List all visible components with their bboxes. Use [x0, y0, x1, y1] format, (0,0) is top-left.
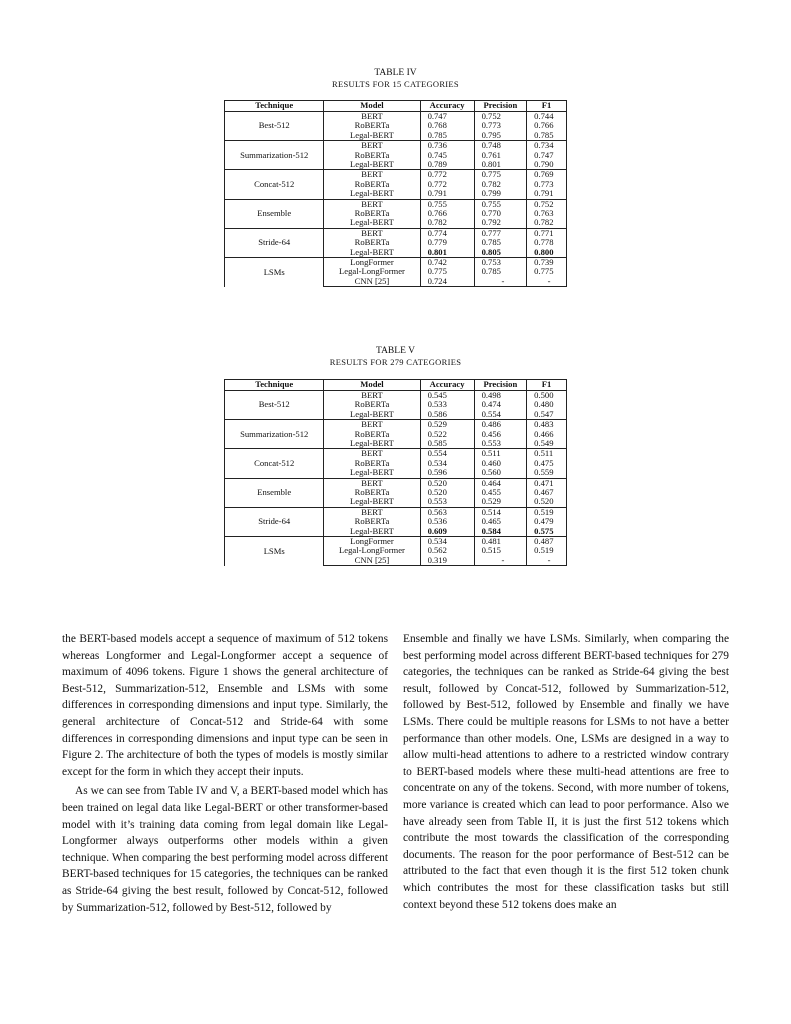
model-header: Model — [324, 101, 420, 112]
accuracy-cell: 0.755 — [420, 199, 474, 209]
f1-cell: 0.547 — [527, 410, 567, 420]
precision-cell: 0.560 — [474, 468, 527, 478]
technique-header: Technique — [225, 380, 324, 391]
accuracy-cell: 0.745 — [420, 151, 474, 160]
accuracy-cell: 0.553 — [420, 497, 474, 507]
precision-cell: - — [474, 277, 527, 287]
technique-cell: Summarization-512 — [225, 141, 324, 170]
f1-cell: 0.734 — [527, 141, 567, 151]
accuracy-cell: 0.772 — [420, 170, 474, 180]
f1-cell: 0.791 — [527, 189, 567, 199]
accuracy-cell: 0.534 — [420, 536, 474, 546]
table-v-caption: RESULTS FOR 279 CATEGORIES — [329, 357, 462, 367]
f1-cell: 0.479 — [527, 517, 567, 526]
f1-cell: 0.483 — [527, 420, 567, 430]
model-cell: BERT — [324, 420, 420, 430]
accuracy-cell: 0.520 — [420, 478, 474, 488]
model-cell: RoBERTa — [324, 488, 420, 497]
model-cell: RoBERTa — [324, 459, 420, 468]
model-cell: BERT — [324, 507, 420, 517]
model-cell: Legal-LongFormer — [324, 546, 420, 555]
precision-cell: 0.752 — [474, 112, 527, 122]
precision-cell: 0.795 — [474, 131, 527, 141]
model-cell: Legal-BERT — [324, 468, 420, 478]
f1-cell: 0.785 — [527, 131, 567, 141]
f1-cell: 0.500 — [527, 391, 567, 401]
f1-cell: 0.771 — [527, 228, 567, 238]
precision-cell: 0.584 — [474, 526, 527, 536]
f1-cell: 0.520 — [527, 497, 567, 507]
precision-cell: 0.474 — [474, 400, 527, 409]
model-cell: RoBERTa — [324, 180, 420, 189]
f1-cell: - — [527, 277, 567, 287]
precision-cell: 0.515 — [474, 546, 527, 555]
model-cell: BERT — [324, 170, 420, 180]
table-v — [224, 379, 567, 566]
model-cell: Legal-BERT — [324, 247, 420, 257]
accuracy-cell: 0.772 — [420, 180, 474, 189]
accuracy-cell: 0.536 — [420, 517, 474, 526]
f1-header: F1 — [527, 380, 567, 391]
table-row — [225, 420, 567, 430]
accuracy-cell: 0.529 — [420, 420, 474, 430]
model-cell: BERT — [324, 141, 420, 151]
table-row — [225, 507, 567, 517]
technique-cell: Concat-512 — [225, 449, 324, 478]
technique-cell: Ensemble — [225, 199, 324, 228]
model-cell: Legal-BERT — [324, 497, 420, 507]
table-v-label: TABLE V — [376, 346, 415, 356]
accuracy-cell: 0.801 — [420, 247, 474, 257]
technique-cell: Ensemble — [225, 478, 324, 507]
technique-cell: Concat-512 — [225, 170, 324, 199]
technique-cell: Best-512 — [225, 391, 324, 420]
precision-cell: 0.481 — [474, 536, 527, 546]
model-cell: Legal-BERT — [324, 160, 420, 170]
technique-cell: Best-512 — [225, 112, 324, 141]
precision-cell: 0.748 — [474, 141, 527, 151]
f1-cell: 0.775 — [527, 267, 567, 276]
f1-cell: 0.467 — [527, 488, 567, 497]
accuracy-cell: 0.533 — [420, 400, 474, 409]
f1-cell: 0.747 — [527, 151, 567, 160]
precision-header: Precision — [474, 101, 527, 112]
f1-cell: 0.511 — [527, 449, 567, 459]
f1-cell: 0.549 — [527, 439, 567, 449]
technique-cell: Stride-64 — [225, 507, 324, 536]
f1-cell: 0.519 — [527, 546, 567, 555]
precision-cell: 0.456 — [474, 430, 527, 439]
f1-cell: 0.739 — [527, 257, 567, 267]
precision-cell: 0.460 — [474, 459, 527, 468]
left-paragraph-2: As we can see from Table IV and V, a BERT-based model which has been trained on legal data like Legal-BERT or other transformer-based model with it’s training data coming from legal domain like Legal-Longformer always outperforms other models within a given technique. When comparing the best performing model across different BERT-based techniques for 15 categories, the techniques can be ranked as Stride-64 giving the best result, followed by Concat-512, followed by Summarization-512, followed by Best-512, followed by — [62, 785, 388, 914]
table-row — [225, 228, 567, 238]
table-row — [225, 449, 567, 459]
precision-cell: 0.464 — [474, 478, 527, 488]
table-iv-caption: RESULTS FOR 15 CATEGORIES — [332, 79, 459, 89]
precision-cell: 0.805 — [474, 247, 527, 257]
f1-cell: - — [527, 556, 567, 566]
precision-cell: 0.785 — [474, 267, 527, 276]
model-cell: RoBERTa — [324, 209, 420, 218]
model-cell: RoBERTa — [324, 121, 420, 130]
accuracy-cell: 0.545 — [420, 391, 474, 401]
accuracy-cell: 0.563 — [420, 507, 474, 517]
accuracy-cell: 0.562 — [420, 546, 474, 555]
precision-cell: 0.799 — [474, 189, 527, 199]
f1-cell: 0.800 — [527, 247, 567, 257]
header-row — [225, 101, 567, 112]
model-header: Model — [324, 380, 420, 391]
model-cell: CNN [25] — [324, 277, 420, 287]
f1-cell: 0.559 — [527, 468, 567, 478]
accuracy-cell: 0.319 — [420, 556, 474, 566]
right-column — [403, 631, 729, 913]
model-cell: CNN [25] — [324, 556, 420, 566]
model-cell: BERT — [324, 112, 420, 122]
f1-cell: 0.782 — [527, 218, 567, 228]
left-paragraph-1: the BERT-based models accept a sequence of maximum of 512 tokens whereas Longformer and Legal-Longformer accept a sequence of maximum of 4096 tokens. Figure 1 shows the general architecture of Best-512, Summarization-512, Ensemble and LSMs with some differences in corresponding dimensions and input type. Similarly, the general architecture of Concat-512 and Stride-64 with some differences in corresponding dimensions and input type can be seen in Figure 2. The architecture of both the types of models is mostly similar except for the form in which they accept their inputs. — [62, 633, 388, 778]
precision-cell: 0.773 — [474, 121, 527, 130]
table-row — [225, 391, 567, 401]
precision-header: Precision — [474, 380, 527, 391]
table-row — [225, 112, 567, 122]
f1-cell: 0.471 — [527, 478, 567, 488]
f1-cell: 0.773 — [527, 180, 567, 189]
model-cell: RoBERTa — [324, 517, 420, 526]
f1-cell: 0.752 — [527, 199, 567, 209]
precision-cell: 0.775 — [474, 170, 527, 180]
accuracy-cell: 0.534 — [420, 459, 474, 468]
accuracy-header: Accuracy — [420, 101, 474, 112]
accuracy-cell: 0.596 — [420, 468, 474, 478]
model-cell: BERT — [324, 199, 420, 209]
technique-header: Technique — [225, 101, 324, 112]
precision-cell: 0.761 — [474, 151, 527, 160]
accuracy-cell: 0.586 — [420, 410, 474, 420]
model-cell: RoBERTa — [324, 151, 420, 160]
table-row — [225, 478, 567, 488]
table-iv-label: TABLE IV — [374, 68, 417, 78]
model-cell: Legal-BERT — [324, 218, 420, 228]
header-row — [225, 380, 567, 391]
f1-cell: 0.466 — [527, 430, 567, 439]
precision-cell: 0.801 — [474, 160, 527, 170]
precision-cell: 0.553 — [474, 439, 527, 449]
technique-cell: Summarization-512 — [225, 420, 324, 449]
accuracy-header: Accuracy — [420, 380, 474, 391]
accuracy-cell: 0.791 — [420, 189, 474, 199]
accuracy-cell: 0.724 — [420, 277, 474, 287]
model-cell: RoBERTa — [324, 400, 420, 409]
technique-cell: LSMs — [225, 257, 324, 286]
table-iv-block — [0, 68, 791, 90]
accuracy-cell: 0.522 — [420, 430, 474, 439]
precision-cell: 0.455 — [474, 488, 527, 497]
right-paragraph-1: Ensemble and finally we have LSMs. Similarly, when comparing the best performing model across different BERT-based techniques for 279 categories, the techniques can be ranked as Stride-64 giving the best result, followed by Concat-512, followed by Summarization-512, followed by Best-512, followed by Ensemble and finally we have LSMs. There could be multiple reasons for LSMs to not have a better performance than other models. One, LSMs are designed in a way to allow multi-head attentions to adhere to a restricted window contrary to BERT-based models where these multi-head attentions are free to concentrate on any of the tokens. Second, with more number of tokens, more variance is created which can lead to poor performance. Also we have already seen from Table II, it is just the first 512 tokens which contribute the most towards the classification of the corresponding documents. The reason for the poor performance of Best-512 can be attributed to the fact that even though it is the first 512 token chunk which contributes the most for these classification tasks but still context beyond these 512 tokens does make an — [403, 633, 729, 911]
precision-cell: 0.511 — [474, 449, 527, 459]
f1-cell: 0.575 — [527, 526, 567, 536]
accuracy-cell: 0.520 — [420, 488, 474, 497]
f1-cell: 0.766 — [527, 121, 567, 130]
table-row — [225, 199, 567, 209]
model-cell: BERT — [324, 449, 420, 459]
technique-cell: Stride-64 — [225, 228, 324, 257]
f1-cell: 0.475 — [527, 459, 567, 468]
model-cell: RoBERTa — [324, 430, 420, 439]
precision-cell: 0.486 — [474, 420, 527, 430]
model-cell: Legal-BERT — [324, 410, 420, 420]
precision-cell: 0.770 — [474, 209, 527, 218]
precision-cell: 0.792 — [474, 218, 527, 228]
f1-cell: 0.763 — [527, 209, 567, 218]
model-cell: RoBERTa — [324, 238, 420, 247]
precision-cell: 0.782 — [474, 180, 527, 189]
table-iv — [224, 100, 567, 287]
accuracy-cell: 0.736 — [420, 141, 474, 151]
precision-cell: 0.753 — [474, 257, 527, 267]
f1-cell: 0.480 — [527, 400, 567, 409]
precision-cell: 0.777 — [474, 228, 527, 238]
accuracy-cell: 0.789 — [420, 160, 474, 170]
table-row — [225, 170, 567, 180]
precision-cell: 0.465 — [474, 517, 527, 526]
accuracy-cell: 0.742 — [420, 257, 474, 267]
f1-cell: 0.487 — [527, 536, 567, 546]
accuracy-cell: 0.609 — [420, 526, 474, 536]
precision-cell: 0.529 — [474, 497, 527, 507]
accuracy-cell: 0.779 — [420, 238, 474, 247]
f1-cell: 0.744 — [527, 112, 567, 122]
precision-cell: 0.785 — [474, 238, 527, 247]
f1-cell: 0.519 — [527, 507, 567, 517]
accuracy-cell: 0.774 — [420, 228, 474, 238]
accuracy-cell: 0.775 — [420, 267, 474, 276]
accuracy-cell: 0.782 — [420, 218, 474, 228]
table-v-block — [0, 346, 791, 368]
table-row — [225, 141, 567, 151]
accuracy-cell: 0.768 — [420, 121, 474, 130]
precision-cell: 0.498 — [474, 391, 527, 401]
model-cell: Legal-BERT — [324, 189, 420, 199]
f1-cell: 0.790 — [527, 160, 567, 170]
precision-cell: 0.554 — [474, 410, 527, 420]
precision-cell: - — [474, 556, 527, 566]
model-cell: BERT — [324, 228, 420, 238]
model-cell: Legal-LongFormer — [324, 267, 420, 276]
model-cell: BERT — [324, 478, 420, 488]
left-column — [62, 631, 388, 916]
f1-cell: 0.778 — [527, 238, 567, 247]
model-cell: LongFormer — [324, 536, 420, 546]
precision-cell: 0.755 — [474, 199, 527, 209]
model-cell: LongFormer — [324, 257, 420, 267]
accuracy-cell: 0.785 — [420, 131, 474, 141]
accuracy-cell: 0.747 — [420, 112, 474, 122]
model-cell: BERT — [324, 391, 420, 401]
f1-header: F1 — [527, 101, 567, 112]
technique-cell: LSMs — [225, 536, 324, 565]
model-cell: Legal-BERT — [324, 526, 420, 536]
accuracy-cell: 0.554 — [420, 449, 474, 459]
model-cell: Legal-BERT — [324, 439, 420, 449]
accuracy-cell: 0.766 — [420, 209, 474, 218]
f1-cell: 0.769 — [527, 170, 567, 180]
model-cell: Legal-BERT — [324, 131, 420, 141]
precision-cell: 0.514 — [474, 507, 527, 517]
accuracy-cell: 0.585 — [420, 439, 474, 449]
